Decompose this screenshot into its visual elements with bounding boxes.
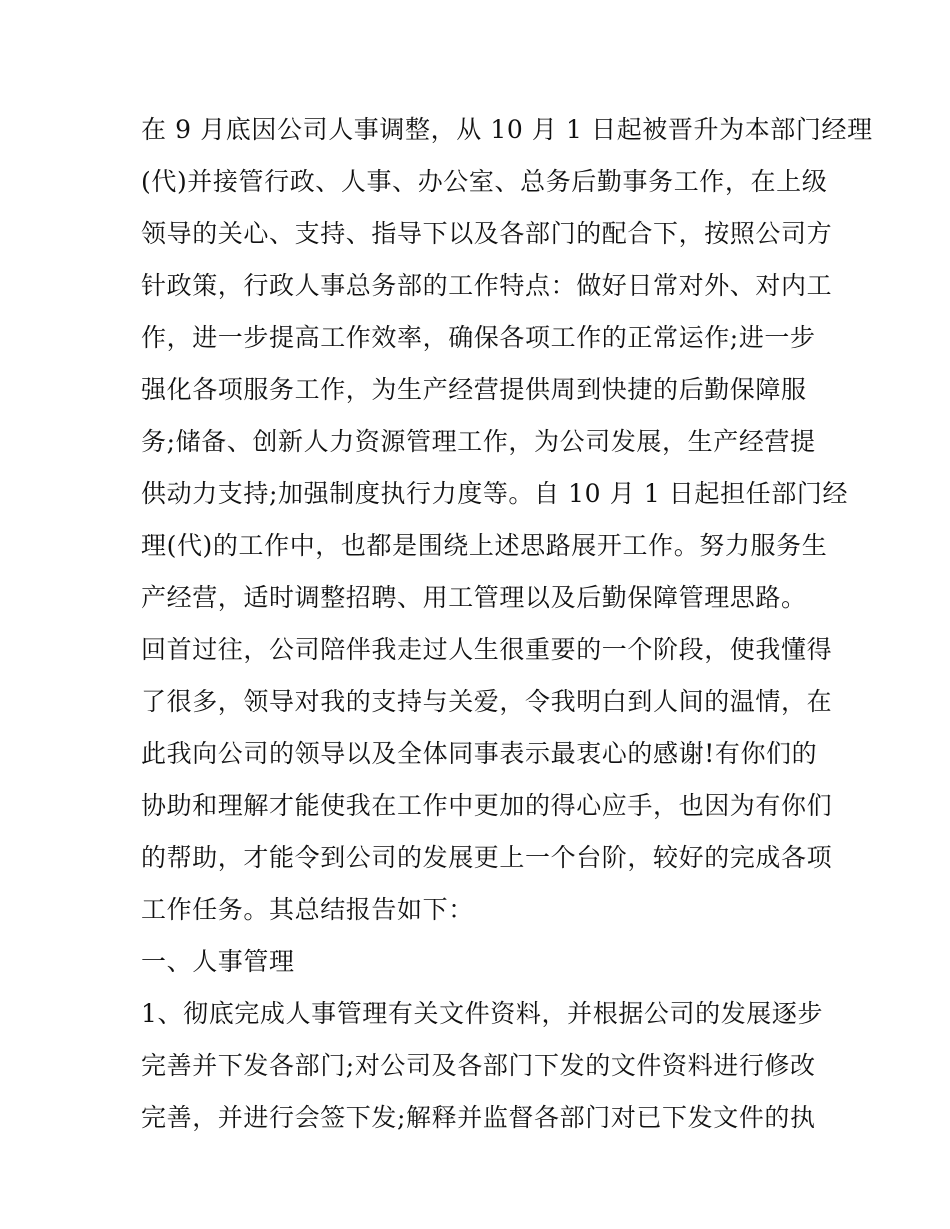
text-line: 的帮助，才能令到公司的发展更上一个台阶，较好的完成各项 [141, 843, 833, 872]
text-line: 务;储备、创新人力资源管理工作，为公司发展，生产经营提 [141, 427, 816, 456]
text-line: 理(代)的工作中，也都是围绕上述思路展开工作。努力服务生 [141, 531, 828, 560]
text-line: 供动力支持;加强制度执行力度等。自 10 月 1 日起担任部门经 [141, 479, 849, 508]
text-line: (代)并接管行政、人事、办公室、总务后勤事务工作，在上级 [141, 167, 828, 196]
text-line: 回首过往，公司陪伴我走过人生很重要的一个阶段，使我懂得 [141, 635, 833, 664]
text-line: 了很多，领导对我的支持与关爱，令我明白到人间的温情，在 [141, 687, 833, 716]
document-body [141, 108, 873, 1148]
text-line: 强化各项服务工作，为生产经营提供周到快捷的后勤保障服 [141, 375, 807, 404]
text-line: 领导的关心、支持、指导下以及各部门的配合下，按照公司方 [141, 219, 833, 248]
text-line: 1、彻底完成人事管理有关文件资料，并根据公司的发展逐步 [141, 999, 824, 1028]
text-line: 完善，并进行会签下发;解释并监督各部门对已下发文件的执 [141, 1103, 816, 1132]
text-line: 协助和理解才能使我在工作中更加的得心应手，也因为有你们 [141, 791, 833, 820]
text-line: 产经营，适时调整招聘、用工管理以及后勤保障管理思路。 [141, 583, 807, 612]
text-line: 工作任务。其总结报告如下： [141, 895, 474, 924]
text-line: 针政策，行政人事总务部的工作特点：做好日常对外、对内工 [141, 271, 833, 300]
text-line: 在 9 月底因公司人事调整，从 10 月 1 日起被晋升为本部门经理 [141, 115, 873, 144]
text-line: 此我向公司的领导以及全体同事表示最衷心的感谢!有你们的 [141, 739, 818, 768]
section-heading: 一、人事管理 [141, 947, 295, 976]
text-line: 完善并下发各部门;对公司及各部门下发的文件资料进行修改 [141, 1051, 816, 1080]
text-line: 作，进一步提高工作效率，确保各项工作的正常运作;进一步 [141, 323, 816, 352]
